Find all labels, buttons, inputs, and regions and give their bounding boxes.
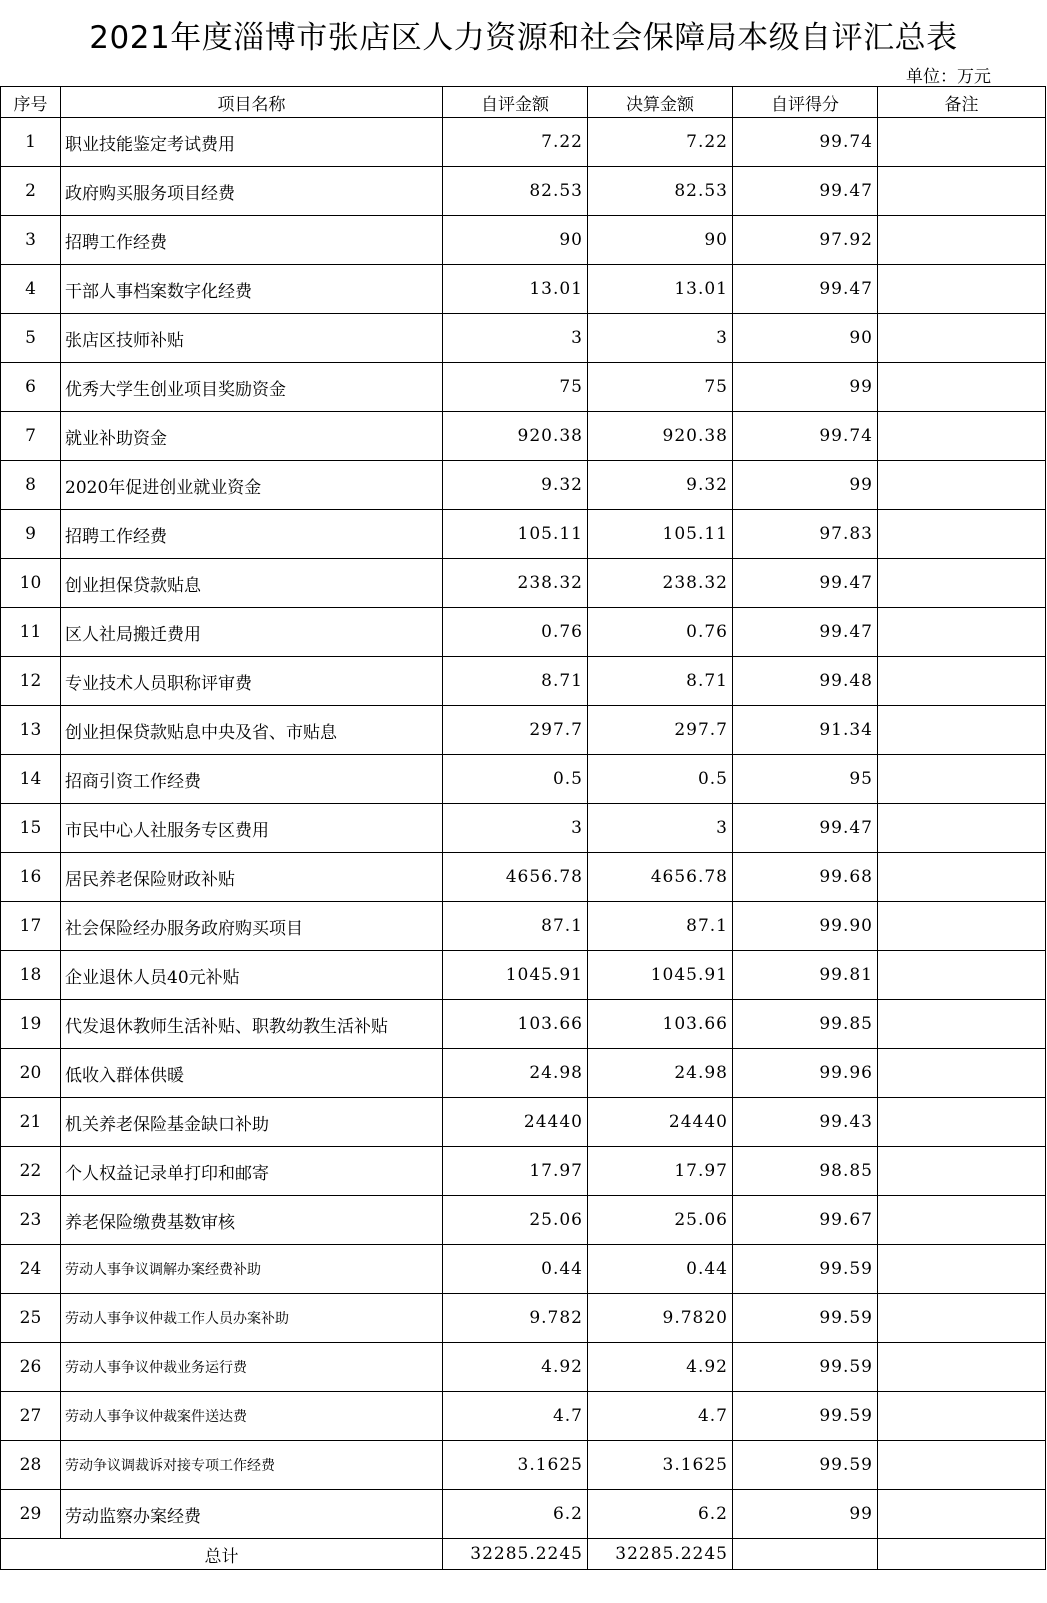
row-note bbox=[878, 1049, 1046, 1098]
row-self-amount: 90 bbox=[443, 216, 588, 265]
row-name: 机关养老保险基金缺口补助 bbox=[61, 1098, 443, 1147]
row-final-amount: 1045.91 bbox=[588, 951, 733, 1000]
row-note bbox=[878, 1343, 1046, 1392]
row-self-amount: 82.53 bbox=[443, 167, 588, 216]
row-name: 专业技术人员职称评审费 bbox=[61, 657, 443, 706]
row-score: 99.47 bbox=[733, 804, 878, 853]
table-row bbox=[1, 608, 1046, 657]
row-score: 99.74 bbox=[733, 118, 878, 167]
row-name: 张店区技师补贴 bbox=[61, 314, 443, 363]
row-seq: 7 bbox=[1, 412, 61, 461]
row-seq: 23 bbox=[1, 1196, 61, 1245]
row-final-amount: 90 bbox=[588, 216, 733, 265]
row-name: 低收入群体供暖 bbox=[61, 1049, 443, 1098]
row-name: 劳动人事争议仲裁工作人员办案补助 bbox=[61, 1294, 443, 1343]
row-score: 99.47 bbox=[733, 265, 878, 314]
header-score: 自评得分 bbox=[733, 87, 878, 118]
row-self-amount: 24.98 bbox=[443, 1049, 588, 1098]
row-name: 干部人事档案数字化经费 bbox=[61, 265, 443, 314]
row-seq: 2 bbox=[1, 167, 61, 216]
table-row bbox=[1, 657, 1046, 706]
row-note bbox=[878, 265, 1046, 314]
table-row bbox=[1, 1490, 1046, 1539]
row-final-amount: 3 bbox=[588, 314, 733, 363]
row-self-amount: 9.32 bbox=[443, 461, 588, 510]
row-score: 99 bbox=[733, 1490, 878, 1539]
row-note bbox=[878, 1147, 1046, 1196]
row-seq: 27 bbox=[1, 1392, 61, 1441]
row-name: 劳动人事争议调解办案经费补助 bbox=[61, 1245, 443, 1294]
row-name: 劳动争议调裁诉对接专项工作经费 bbox=[61, 1441, 443, 1490]
table-row bbox=[1, 706, 1046, 755]
table-row bbox=[1, 902, 1046, 951]
row-note bbox=[878, 1196, 1046, 1245]
row-note bbox=[878, 1000, 1046, 1049]
row-note bbox=[878, 314, 1046, 363]
table-body bbox=[1, 118, 1046, 1539]
row-seq: 21 bbox=[1, 1098, 61, 1147]
table-row bbox=[1, 1000, 1046, 1049]
row-score: 99.74 bbox=[733, 412, 878, 461]
row-note bbox=[878, 1098, 1046, 1147]
row-self-amount: 3 bbox=[443, 314, 588, 363]
table-row bbox=[1, 853, 1046, 902]
row-final-amount: 4.7 bbox=[588, 1392, 733, 1441]
row-final-amount: 3.1625 bbox=[588, 1441, 733, 1490]
row-final-amount: 9.7820 bbox=[588, 1294, 733, 1343]
row-note bbox=[878, 461, 1046, 510]
table-row bbox=[1, 216, 1046, 265]
row-final-amount: 0.76 bbox=[588, 608, 733, 657]
row-final-amount: 0.5 bbox=[588, 755, 733, 804]
row-score: 99.67 bbox=[733, 1196, 878, 1245]
header-note: 备注 bbox=[878, 87, 1046, 118]
row-self-amount: 297.7 bbox=[443, 706, 588, 755]
row-note bbox=[878, 1294, 1046, 1343]
row-name: 招聘工作经费 bbox=[61, 510, 443, 559]
row-score: 99.85 bbox=[733, 1000, 878, 1049]
table-row bbox=[1, 1245, 1046, 1294]
row-self-amount: 1045.91 bbox=[443, 951, 588, 1000]
row-seq: 10 bbox=[1, 559, 61, 608]
row-score: 99.68 bbox=[733, 853, 878, 902]
header-final-amount: 决算金额 bbox=[588, 87, 733, 118]
row-final-amount: 920.38 bbox=[588, 412, 733, 461]
total-row bbox=[1, 1539, 1046, 1570]
row-seq: 29 bbox=[1, 1490, 61, 1539]
row-self-amount: 0.76 bbox=[443, 608, 588, 657]
table-row bbox=[1, 559, 1046, 608]
row-score: 99.48 bbox=[733, 657, 878, 706]
row-score: 97.83 bbox=[733, 510, 878, 559]
table-row bbox=[1, 951, 1046, 1000]
row-name: 创业担保贷款贴息中央及省、市贴息 bbox=[61, 706, 443, 755]
row-name: 政府购买服务项目经费 bbox=[61, 167, 443, 216]
row-note bbox=[878, 510, 1046, 559]
row-name: 招商引资工作经费 bbox=[61, 755, 443, 804]
row-name: 居民养老保险财政补贴 bbox=[61, 853, 443, 902]
header-row bbox=[1, 87, 1046, 118]
row-note bbox=[878, 608, 1046, 657]
row-self-amount: 13.01 bbox=[443, 265, 588, 314]
row-note bbox=[878, 902, 1046, 951]
header-seq: 序号 bbox=[1, 87, 61, 118]
unit-label: 单位：万元 bbox=[906, 67, 991, 87]
row-name: 代发退休教师生活补贴、职教幼教生活补贴 bbox=[61, 1000, 443, 1049]
row-score: 99.59 bbox=[733, 1392, 878, 1441]
row-self-amount: 105.11 bbox=[443, 510, 588, 559]
row-final-amount: 3 bbox=[588, 804, 733, 853]
row-note bbox=[878, 1441, 1046, 1490]
table-row bbox=[1, 1196, 1046, 1245]
row-name: 优秀大学生创业项目奖励资金 bbox=[61, 363, 443, 412]
row-self-amount: 4.92 bbox=[443, 1343, 588, 1392]
row-seq: 16 bbox=[1, 853, 61, 902]
row-score: 99.43 bbox=[733, 1098, 878, 1147]
row-note bbox=[878, 216, 1046, 265]
table-row bbox=[1, 412, 1046, 461]
row-score: 99.47 bbox=[733, 167, 878, 216]
row-score: 99.81 bbox=[733, 951, 878, 1000]
table-row bbox=[1, 363, 1046, 412]
row-final-amount: 8.71 bbox=[588, 657, 733, 706]
row-seq: 9 bbox=[1, 510, 61, 559]
row-seq: 11 bbox=[1, 608, 61, 657]
table-row bbox=[1, 755, 1046, 804]
row-final-amount: 17.97 bbox=[588, 1147, 733, 1196]
row-name: 招聘工作经费 bbox=[61, 216, 443, 265]
row-note bbox=[878, 1490, 1046, 1539]
table-row bbox=[1, 1343, 1046, 1392]
row-seq: 28 bbox=[1, 1441, 61, 1490]
row-score: 91.34 bbox=[733, 706, 878, 755]
row-score: 99.59 bbox=[733, 1343, 878, 1392]
row-score: 99.59 bbox=[733, 1294, 878, 1343]
row-name: 劳动监察办案经费 bbox=[61, 1490, 443, 1539]
row-self-amount: 0.5 bbox=[443, 755, 588, 804]
row-name: 就业补助资金 bbox=[61, 412, 443, 461]
row-seq: 1 bbox=[1, 118, 61, 167]
row-name: 职业技能鉴定考试费用 bbox=[61, 118, 443, 167]
row-seq: 6 bbox=[1, 363, 61, 412]
row-final-amount: 75 bbox=[588, 363, 733, 412]
row-name: 社会保险经办服务政府购买项目 bbox=[61, 902, 443, 951]
row-score: 99.47 bbox=[733, 608, 878, 657]
table-row bbox=[1, 167, 1046, 216]
row-score: 95 bbox=[733, 755, 878, 804]
row-score: 98.85 bbox=[733, 1147, 878, 1196]
table-row bbox=[1, 1098, 1046, 1147]
row-seq: 15 bbox=[1, 804, 61, 853]
row-score: 99.59 bbox=[733, 1245, 878, 1294]
row-seq: 24 bbox=[1, 1245, 61, 1294]
row-final-amount: 13.01 bbox=[588, 265, 733, 314]
table-row bbox=[1, 1441, 1046, 1490]
row-final-amount: 9.32 bbox=[588, 461, 733, 510]
row-final-amount: 7.22 bbox=[588, 118, 733, 167]
row-score: 99.90 bbox=[733, 902, 878, 951]
row-self-amount: 6.2 bbox=[443, 1490, 588, 1539]
row-seq: 18 bbox=[1, 951, 61, 1000]
row-name: 市民中心人社服务专区费用 bbox=[61, 804, 443, 853]
row-note bbox=[878, 412, 1046, 461]
row-self-amount: 8.71 bbox=[443, 657, 588, 706]
row-self-amount: 3.1625 bbox=[443, 1441, 588, 1490]
summary-table bbox=[0, 86, 1046, 1570]
row-self-amount: 17.97 bbox=[443, 1147, 588, 1196]
row-seq: 14 bbox=[1, 755, 61, 804]
row-final-amount: 103.66 bbox=[588, 1000, 733, 1049]
row-self-amount: 75 bbox=[443, 363, 588, 412]
table-row bbox=[1, 265, 1046, 314]
row-self-amount: 87.1 bbox=[443, 902, 588, 951]
row-seq: 17 bbox=[1, 902, 61, 951]
row-self-amount: 4.7 bbox=[443, 1392, 588, 1441]
table-row bbox=[1, 461, 1046, 510]
row-self-amount: 4656.78 bbox=[443, 853, 588, 902]
row-name: 区人社局搬迁费用 bbox=[61, 608, 443, 657]
total-self-amount: 32285.2245 bbox=[443, 1539, 588, 1570]
row-note bbox=[878, 1392, 1046, 1441]
row-note bbox=[878, 804, 1046, 853]
row-seq: 19 bbox=[1, 1000, 61, 1049]
row-score: 99.59 bbox=[733, 1441, 878, 1490]
table-row bbox=[1, 804, 1046, 853]
row-note bbox=[878, 706, 1046, 755]
row-note bbox=[878, 657, 1046, 706]
row-self-amount: 103.66 bbox=[443, 1000, 588, 1049]
row-self-amount: 920.38 bbox=[443, 412, 588, 461]
row-final-amount: 238.32 bbox=[588, 559, 733, 608]
row-name: 养老保险缴费基数审核 bbox=[61, 1196, 443, 1245]
row-self-amount: 3 bbox=[443, 804, 588, 853]
row-note bbox=[878, 118, 1046, 167]
table-row bbox=[1, 510, 1046, 559]
row-final-amount: 105.11 bbox=[588, 510, 733, 559]
table-row bbox=[1, 1147, 1046, 1196]
total-label: 总计 bbox=[1, 1539, 443, 1570]
row-seq: 4 bbox=[1, 265, 61, 314]
row-final-amount: 87.1 bbox=[588, 902, 733, 951]
row-seq: 3 bbox=[1, 216, 61, 265]
row-self-amount: 9.782 bbox=[443, 1294, 588, 1343]
row-note bbox=[878, 363, 1046, 412]
row-seq: 20 bbox=[1, 1049, 61, 1098]
row-final-amount: 25.06 bbox=[588, 1196, 733, 1245]
row-final-amount: 4.92 bbox=[588, 1343, 733, 1392]
row-name: 2020年促进创业就业资金 bbox=[61, 461, 443, 510]
row-note bbox=[878, 951, 1046, 1000]
row-note bbox=[878, 853, 1046, 902]
row-score: 99.47 bbox=[733, 559, 878, 608]
row-note bbox=[878, 559, 1046, 608]
row-name: 个人权益记录单打印和邮寄 bbox=[61, 1147, 443, 1196]
row-final-amount: 4656.78 bbox=[588, 853, 733, 902]
row-score: 99.96 bbox=[733, 1049, 878, 1098]
row-name: 劳动人事争议仲裁业务运行费 bbox=[61, 1343, 443, 1392]
row-final-amount: 82.53 bbox=[588, 167, 733, 216]
row-note bbox=[878, 1245, 1046, 1294]
total-final-amount: 32285.2245 bbox=[588, 1539, 733, 1570]
total-score bbox=[733, 1539, 878, 1570]
header-name: 项目名称 bbox=[61, 87, 443, 118]
row-name: 劳动人事争议仲裁案件送达费 bbox=[61, 1392, 443, 1441]
row-score: 99 bbox=[733, 363, 878, 412]
row-final-amount: 297.7 bbox=[588, 706, 733, 755]
row-seq: 5 bbox=[1, 314, 61, 363]
row-self-amount: 0.44 bbox=[443, 1245, 588, 1294]
table-row bbox=[1, 314, 1046, 363]
row-note bbox=[878, 755, 1046, 804]
table-row bbox=[1, 1049, 1046, 1098]
row-final-amount: 24440 bbox=[588, 1098, 733, 1147]
row-self-amount: 238.32 bbox=[443, 559, 588, 608]
row-final-amount: 0.44 bbox=[588, 1245, 733, 1294]
table-row bbox=[1, 1392, 1046, 1441]
page-title: 2021年度淄博市张店区人力资源和社会保障局本级自评汇总表 bbox=[89, 20, 958, 56]
row-seq: 22 bbox=[1, 1147, 61, 1196]
row-name: 企业退休人员40元补贴 bbox=[61, 951, 443, 1000]
row-self-amount: 7.22 bbox=[443, 118, 588, 167]
row-seq: 8 bbox=[1, 461, 61, 510]
row-name: 创业担保贷款贴息 bbox=[61, 559, 443, 608]
row-score: 97.92 bbox=[733, 216, 878, 265]
row-seq: 25 bbox=[1, 1294, 61, 1343]
row-final-amount: 24.98 bbox=[588, 1049, 733, 1098]
row-final-amount: 6.2 bbox=[588, 1490, 733, 1539]
row-seq: 13 bbox=[1, 706, 61, 755]
row-seq: 12 bbox=[1, 657, 61, 706]
row-score: 99 bbox=[733, 461, 878, 510]
header-self-amount: 自评金额 bbox=[443, 87, 588, 118]
row-self-amount: 25.06 bbox=[443, 1196, 588, 1245]
row-seq: 26 bbox=[1, 1343, 61, 1392]
row-self-amount: 24440 bbox=[443, 1098, 588, 1147]
table-row bbox=[1, 1294, 1046, 1343]
row-score: 90 bbox=[733, 314, 878, 363]
total-note bbox=[878, 1539, 1046, 1570]
table-row bbox=[1, 118, 1046, 167]
row-note bbox=[878, 167, 1046, 216]
